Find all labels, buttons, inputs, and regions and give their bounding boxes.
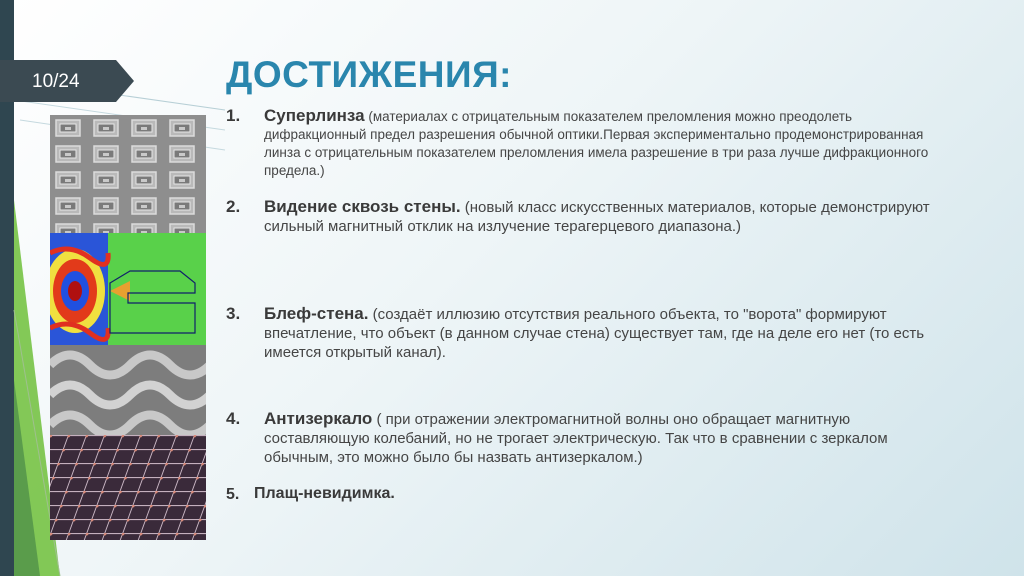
item-heading: Антизеркало <box>264 409 373 428</box>
item-number: 5. <box>226 486 240 503</box>
item-heading: Суперлинза <box>264 106 365 125</box>
item-description: (создаёт иллюзию отсутствия реального объекта, то "ворота" формируют впечатление, что объект (в данном случае стена) существует там, где на деле его нет (то есть имеется открытый канал). <box>264 306 925 361</box>
slide-number: 10/24 <box>32 71 80 92</box>
item-heading: Плащ-невидимка. <box>254 485 395 502</box>
item-description: новый класс искусственных материалов, которые демонстрируют сильный магнитный отклик на излучение терагерцевого диапазона.) <box>264 199 930 235</box>
item-number: 3. <box>226 304 241 323</box>
item-description: материалах с отрицательным показателем преломления можно преодолеть дифракционный предел разрешения обычной оптики.Первая экспериментально продемонстрированная линза с отрицательным показателем преломления имела разрешение в три раза лучше дифракционного предела.) <box>264 109 929 178</box>
item-number: 1. <box>226 106 241 125</box>
metal-lattice-image <box>50 435 206 540</box>
item-number: 4. <box>226 409 241 428</box>
item-number: 2. <box>226 197 241 216</box>
slide-title: ДОСТИЖЕНИЯ: <box>226 54 512 95</box>
item-paren: ( <box>460 199 470 216</box>
item-paren: ( <box>364 109 373 124</box>
item-heading: Видение сквозь стены. <box>264 197 461 216</box>
wavy-structure-image <box>50 345 206 435</box>
split-ring-array-image <box>50 115 206 233</box>
item-heading: Блеф-стена. <box>264 304 369 323</box>
field-simulation-image <box>50 233 206 345</box>
images-column <box>50 115 206 540</box>
item-description: ( при отражении электромагнитной волны оно обращает магнитную составляющую колебаний, но не трогает электрическую. Так что в сравнении с зеркалом обычным, это можно было бы назвать антизеркалом.) <box>264 411 888 466</box>
